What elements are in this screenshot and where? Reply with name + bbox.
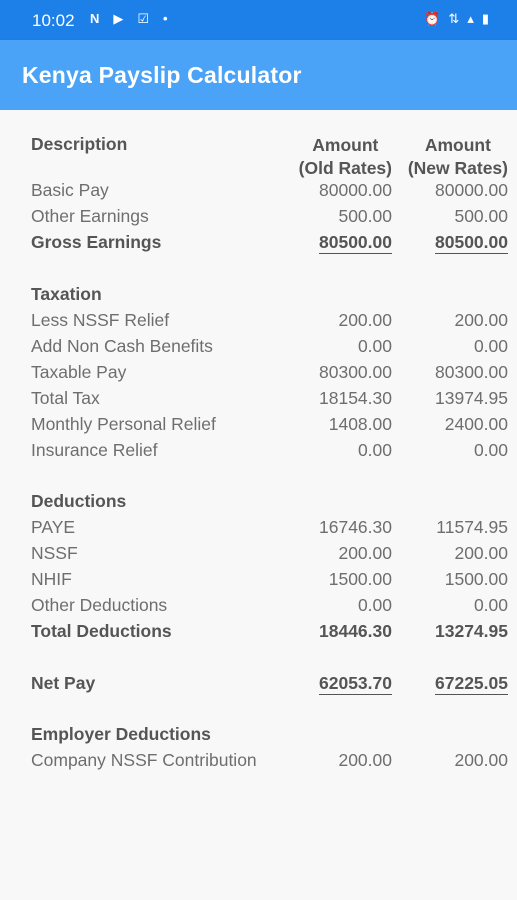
old-rate-value: 200.00 [338, 543, 392, 563]
new-rate-value: 80000.00 [435, 180, 508, 200]
row-label: Net Pay [31, 673, 96, 693]
new-gross-value: 80500.00 [435, 232, 508, 252]
old-rate-value: 80000.00 [319, 180, 392, 200]
row-label: Company NSSF Contribution [31, 750, 257, 770]
new-rate-value: 11574.95 [436, 517, 508, 537]
row-label: Total Tax [31, 388, 100, 408]
taxation-section-title: Taxation [31, 284, 102, 304]
battery-icon: ▮ [481, 11, 489, 26]
new-rates-header [408, 134, 508, 180]
row-insurance-relief [0, 440, 517, 466]
old-rate-value: 1500.00 [328, 569, 392, 589]
new-net-pay-value: 67225.05 [435, 673, 508, 693]
row-label: Taxable Pay [31, 362, 127, 382]
row-other-earnings [0, 206, 517, 232]
new-rates-header-line1: Amount [424, 135, 491, 155]
signal-icon: ▴ [467, 11, 474, 26]
old-rate-value: 16746.30 [319, 517, 392, 537]
dot-notification-icon: • [163, 11, 174, 26]
data-transfer-icon: ⇅ [448, 11, 460, 26]
checkbox-notification-icon: ☑ [137, 11, 156, 26]
old-rate-value: 0.00 [357, 440, 392, 460]
system-icons [424, 11, 489, 27]
old-rate-value: 0.00 [357, 595, 392, 615]
new-rate-value [435, 673, 508, 694]
row-nssf [0, 543, 517, 569]
old-rate-value: 200.00 [338, 750, 392, 770]
row-personal-relief [0, 414, 517, 440]
new-rate-value: 200.00 [454, 543, 508, 563]
row-label: PAYE [31, 517, 76, 537]
row-label: Insurance Relief [31, 440, 158, 460]
row-label: NSSF [31, 543, 78, 563]
row-net-pay [0, 673, 517, 699]
row-label: Basic Pay [31, 180, 109, 200]
new-rate-value: 0.00 [473, 595, 508, 615]
deductions-section-title: Deductions [31, 491, 127, 511]
new-rate-value: 500.00 [454, 206, 508, 226]
row-label: Gross Earnings [31, 232, 162, 252]
row-label: Monthly Personal Relief [31, 414, 216, 434]
status-bar [0, 0, 517, 40]
new-rate-value: 80300.00 [435, 362, 508, 382]
app-title: Kenya Payslip Calculator [22, 62, 302, 88]
old-rate-value [319, 232, 392, 253]
old-rate-value: 1408.00 [328, 414, 392, 434]
old-gross-value: 80500.00 [319, 232, 392, 252]
notification-icons [90, 11, 174, 27]
description-header: Description [31, 134, 128, 154]
row-other-deductions [0, 595, 517, 621]
new-rate-value: 0.00 [473, 336, 508, 356]
old-rate-value: 500.00 [338, 206, 392, 226]
old-rates-header-line2: (Old Rates) [298, 158, 392, 178]
row-label: Less NSSF Relief [31, 310, 170, 330]
row-label: NHIF [31, 569, 72, 589]
row-total-deductions [0, 621, 517, 647]
row-label: Other Deductions [31, 595, 168, 615]
row-less-nssf-relief [0, 310, 517, 336]
row-company-nssf [0, 750, 517, 776]
old-net-pay-value: 62053.70 [319, 673, 392, 693]
row-total-tax [0, 388, 517, 414]
employer-deductions-section-title: Employer Deductions [31, 724, 211, 744]
new-rate-value: 0.00 [473, 440, 508, 460]
n-notification-icon: N [90, 11, 106, 26]
new-rate-value: 13274.95 [435, 621, 508, 641]
new-rate-value: 200.00 [454, 310, 508, 330]
old-rate-value: 18446.30 [319, 621, 392, 641]
app-bar [0, 40, 517, 110]
old-rate-value: 0.00 [357, 336, 392, 356]
row-paye [0, 517, 517, 543]
old-rate-value [319, 673, 392, 694]
new-rate-value: 1500.00 [444, 569, 508, 589]
old-rates-header-line1: Amount [312, 135, 379, 155]
new-rate-value: 13974.95 [435, 388, 508, 408]
old-rate-value: 80300.00 [319, 362, 392, 382]
old-rate-value: 200.00 [338, 310, 392, 330]
row-label: Other Earnings [31, 206, 149, 226]
status-time: 10:02 [32, 11, 75, 30]
row-label: Total Deductions [31, 621, 172, 641]
row-label: Add Non Cash Benefits [31, 336, 213, 356]
row-basic-pay [0, 180, 517, 206]
new-rate-value [435, 232, 508, 253]
old-rates-header [299, 134, 392, 180]
play-notification-icon: ▶ [113, 11, 130, 26]
alarm-icon: ⏰ [424, 11, 441, 26]
row-taxable-pay [0, 362, 517, 388]
table-header [0, 132, 517, 182]
row-gross-earnings [0, 232, 517, 258]
new-rate-value: 2400.00 [444, 414, 508, 434]
row-nhif [0, 569, 517, 595]
new-rates-header-line2: (New Rates) [407, 158, 508, 178]
row-non-cash-benefits [0, 336, 517, 362]
new-rate-value: 200.00 [454, 750, 508, 770]
old-rate-value: 18154.30 [319, 388, 392, 408]
